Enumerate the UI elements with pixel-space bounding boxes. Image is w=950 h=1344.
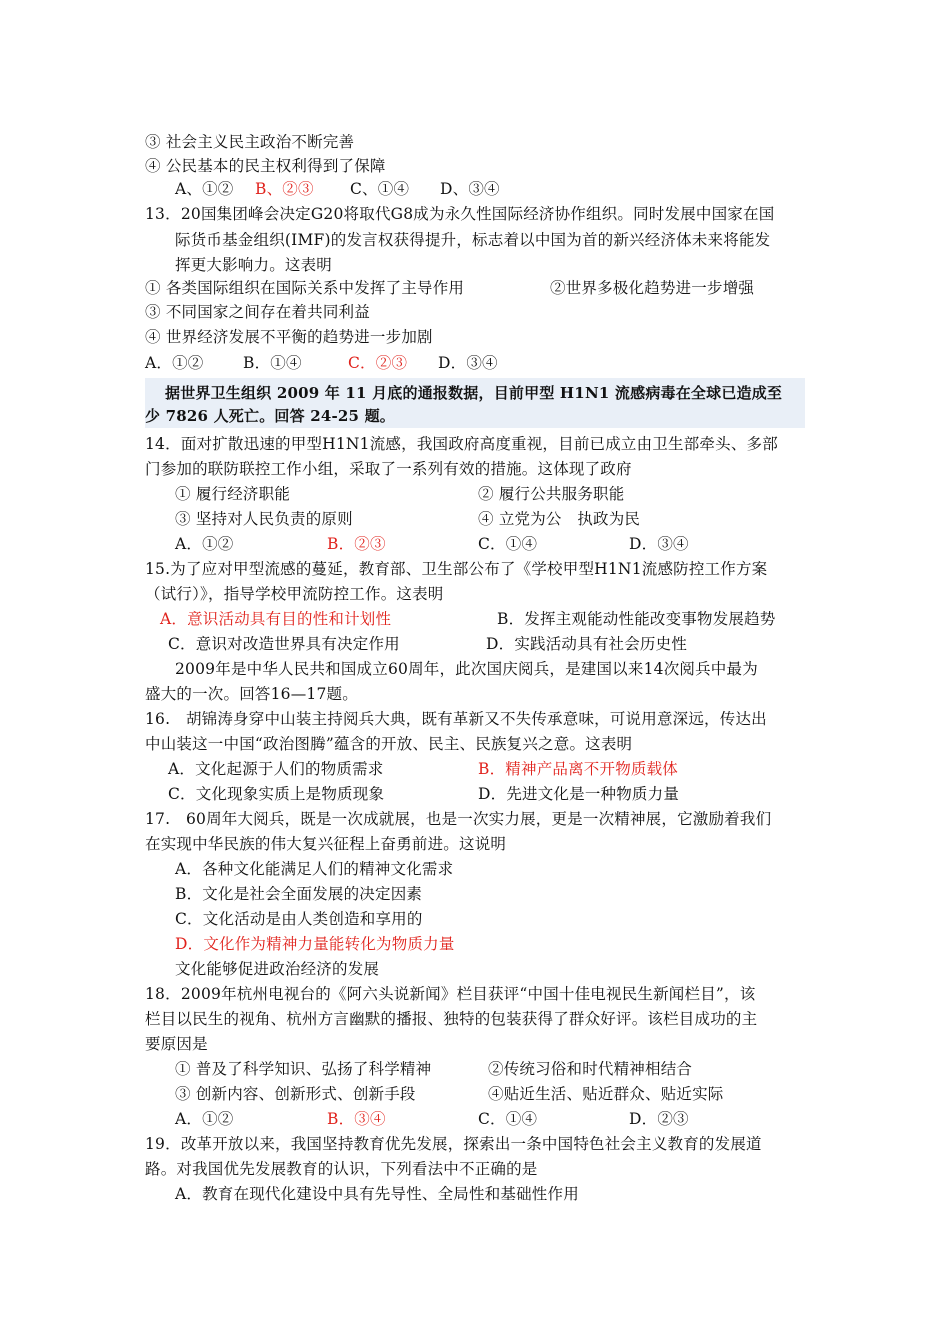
- q17-stem-2: 在实现中华民族的伟大复兴征程上奋勇前进。这说明: [145, 835, 507, 853]
- q15-option-c: C．意识对改造世界具有决定作用: [168, 635, 400, 653]
- q14-option-b-answer: B．②③: [327, 535, 386, 553]
- q18-stem-1: 18．2009年杭州电视台的《阿六头说新闻》栏目获评“中国十佳电视民生新闻栏目”，该: [145, 985, 756, 1003]
- q12-option-a: A、①②: [175, 180, 234, 198]
- q13-option-a: A．①②: [145, 354, 204, 372]
- q13-option-d: D．③④: [438, 354, 498, 372]
- q13-statement-3: ③ 不同国家之间存在着共同利益: [145, 303, 370, 321]
- q14-stem-1: 14．面对扩散迅速的甲型H1N1流感，我国政府高度重视，目前已成立由卫生部牵头、多部: [145, 435, 778, 453]
- q12-option-b-answer: B、②③: [255, 180, 314, 198]
- material-highlight-box: [145, 378, 805, 428]
- q18-option-a: A．①②: [175, 1110, 234, 1128]
- q13-option-c-answer: C．②③: [348, 354, 408, 372]
- q13-stem-1: 13．20国集团峰会决定G20将取代G8成为永久性国际经济协作组织。同时发展中国家在国: [145, 205, 775, 223]
- q12-option-c: C、①④: [350, 180, 410, 198]
- q16-option-a: A．文化起源于人们的物质需求: [168, 760, 384, 778]
- q14-statement-4: ④ 立党为公 执政为民: [478, 510, 641, 528]
- q18-stem-3: 要原因是: [145, 1035, 208, 1053]
- q14-option-c: C．①④: [478, 535, 538, 553]
- q16-option-d: D．先进文化是一种物质力量: [478, 785, 680, 803]
- q16-stem-1: 16. 胡锦涛身穿中山装主持阅兵大典，既有革新又不失传承意味，可说用意深远，传达出: [145, 710, 767, 728]
- q13-options: [145, 353, 815, 373]
- q18-statement-1: ① 普及了科学知识、弘扬了科学精神: [175, 1060, 432, 1078]
- q16-stem-2: 中山装这一中国“政治图腾”蕴含的开放、民主、民族复兴之意。这表明: [145, 735, 633, 753]
- statement-4: ④ 公民基本的民主权利得到了保障: [145, 157, 386, 175]
- q15-stem-2: （试行）》，指导学校甲流防控工作。这表明: [145, 585, 444, 603]
- q17-stem-1: 17. 60周年大阅兵，既是一次成就展，也是一次实力展，更是一次精神展，它激励着我们: [145, 810, 772, 828]
- q16-option-c: C．文化现象实质上是物质现象: [168, 785, 385, 803]
- q18-options: [175, 1109, 845, 1129]
- q19-stem-2: 路。对我国优先发展教育的认识，下列看法中不正确的是: [145, 1160, 538, 1178]
- material-line-1: 据世界卫生组织 2009 年 11 月底的通报数据，目前甲型 H1N1 流感病毒在全球已造成至: [165, 384, 783, 402]
- q12-options: [175, 179, 845, 199]
- q13-stem-3: 挥更大影响力。这表明: [175, 256, 333, 274]
- q14-options: [175, 534, 845, 554]
- q18-option-b-answer: B．③④: [327, 1110, 386, 1128]
- q14-statement-3: ③ 坚持对人民负责的原则: [175, 510, 353, 528]
- q19-stem-1: 19．改革开放以来，我国坚持教育优先发展，探索出一条中国特色社会主义教育的发展道: [145, 1135, 762, 1153]
- q17-option-e: 文化能够促进政治经济的发展: [175, 960, 380, 978]
- q14-option-a: A．①②: [175, 535, 234, 553]
- q14-stem-2: 门参加的联防联控工作小组，采取了一系列有效的措施。这体现了政府: [145, 460, 632, 478]
- material-line-2: 少 7826 人死亡。回答 24-25 题。: [145, 407, 396, 425]
- q19-option-a: A．教育在现代化建设中具有先导性、全局性和基础性作用: [175, 1185, 579, 1203]
- q15-option-b: B．发挥主观能动性能改变事物发展趋势: [497, 610, 776, 628]
- q18-statement-2: ②传统习俗和时代精神相结合: [488, 1060, 693, 1078]
- q16-option-b-answer: B．精神产品离不开物质载体: [478, 760, 678, 778]
- q14-option-d: D．③④: [629, 535, 689, 553]
- q17-option-a: A．各种文化能满足人们的精神文化需求: [175, 860, 454, 878]
- q15-option-a-answer: A．意识活动具有目的性和计划性: [160, 610, 392, 628]
- q15-stem-1: 15.为了应对甲型流感的蔓延，教育部、卫生部公布了《学校甲型H1N1流感防控工作方案: [145, 560, 768, 578]
- q18-option-c: C．①④: [478, 1110, 538, 1128]
- q13-stem-2: 际货币基金组织(IMF)的发言权获得提升，标志着以中国为首的新兴经济体未来将能发: [175, 231, 771, 249]
- q13-statement-1: ① 各类国际组织在国际关系中发挥了主导作用: [145, 279, 465, 297]
- q13-option-b: B．①④: [243, 354, 302, 372]
- q18-statement-3: ③ 创新内容、创新形式、创新手段: [175, 1085, 416, 1103]
- material-2-line-1: 2009年是中华人民共和国成立60周年，此次国庆阅兵，是建国以来14次阅兵中最为: [175, 660, 758, 678]
- q13-statement-2: ②世界多极化趋势进一步增强: [550, 279, 755, 297]
- q18-stem-2: 栏目以民生的视角、杭州方言幽默的播报、独特的包装获得了群众好评。该栏目成功的主: [145, 1010, 758, 1028]
- q14-statement-1: ① 履行经济职能: [175, 485, 291, 503]
- q15-option-d: D．实践活动具有社会历史性: [486, 635, 688, 653]
- q13-statement-4: ④ 世界经济发展不平衡的趋势进一步加剧: [145, 328, 433, 346]
- material-2-line-2: 盛大的一次。回答16—17题。: [145, 685, 358, 703]
- q12-option-d: D、③④: [440, 180, 500, 198]
- statement-3: ③ 社会主义民主政治不断完善: [145, 133, 355, 151]
- q18-statement-4: ④贴近生活、贴近群众、贴近实际: [488, 1085, 724, 1103]
- q17-option-b: B．文化是社会全面发展的决定因素: [175, 885, 423, 903]
- q18-option-d: D．②③: [629, 1110, 689, 1128]
- q17-option-c: C．文化活动是由人类创造和享用的: [175, 910, 423, 928]
- q17-option-d-answer: D．文化作为精神力量能转化为物质力量: [175, 935, 455, 953]
- q14-statement-2: ② 履行公共服务职能: [478, 485, 625, 503]
